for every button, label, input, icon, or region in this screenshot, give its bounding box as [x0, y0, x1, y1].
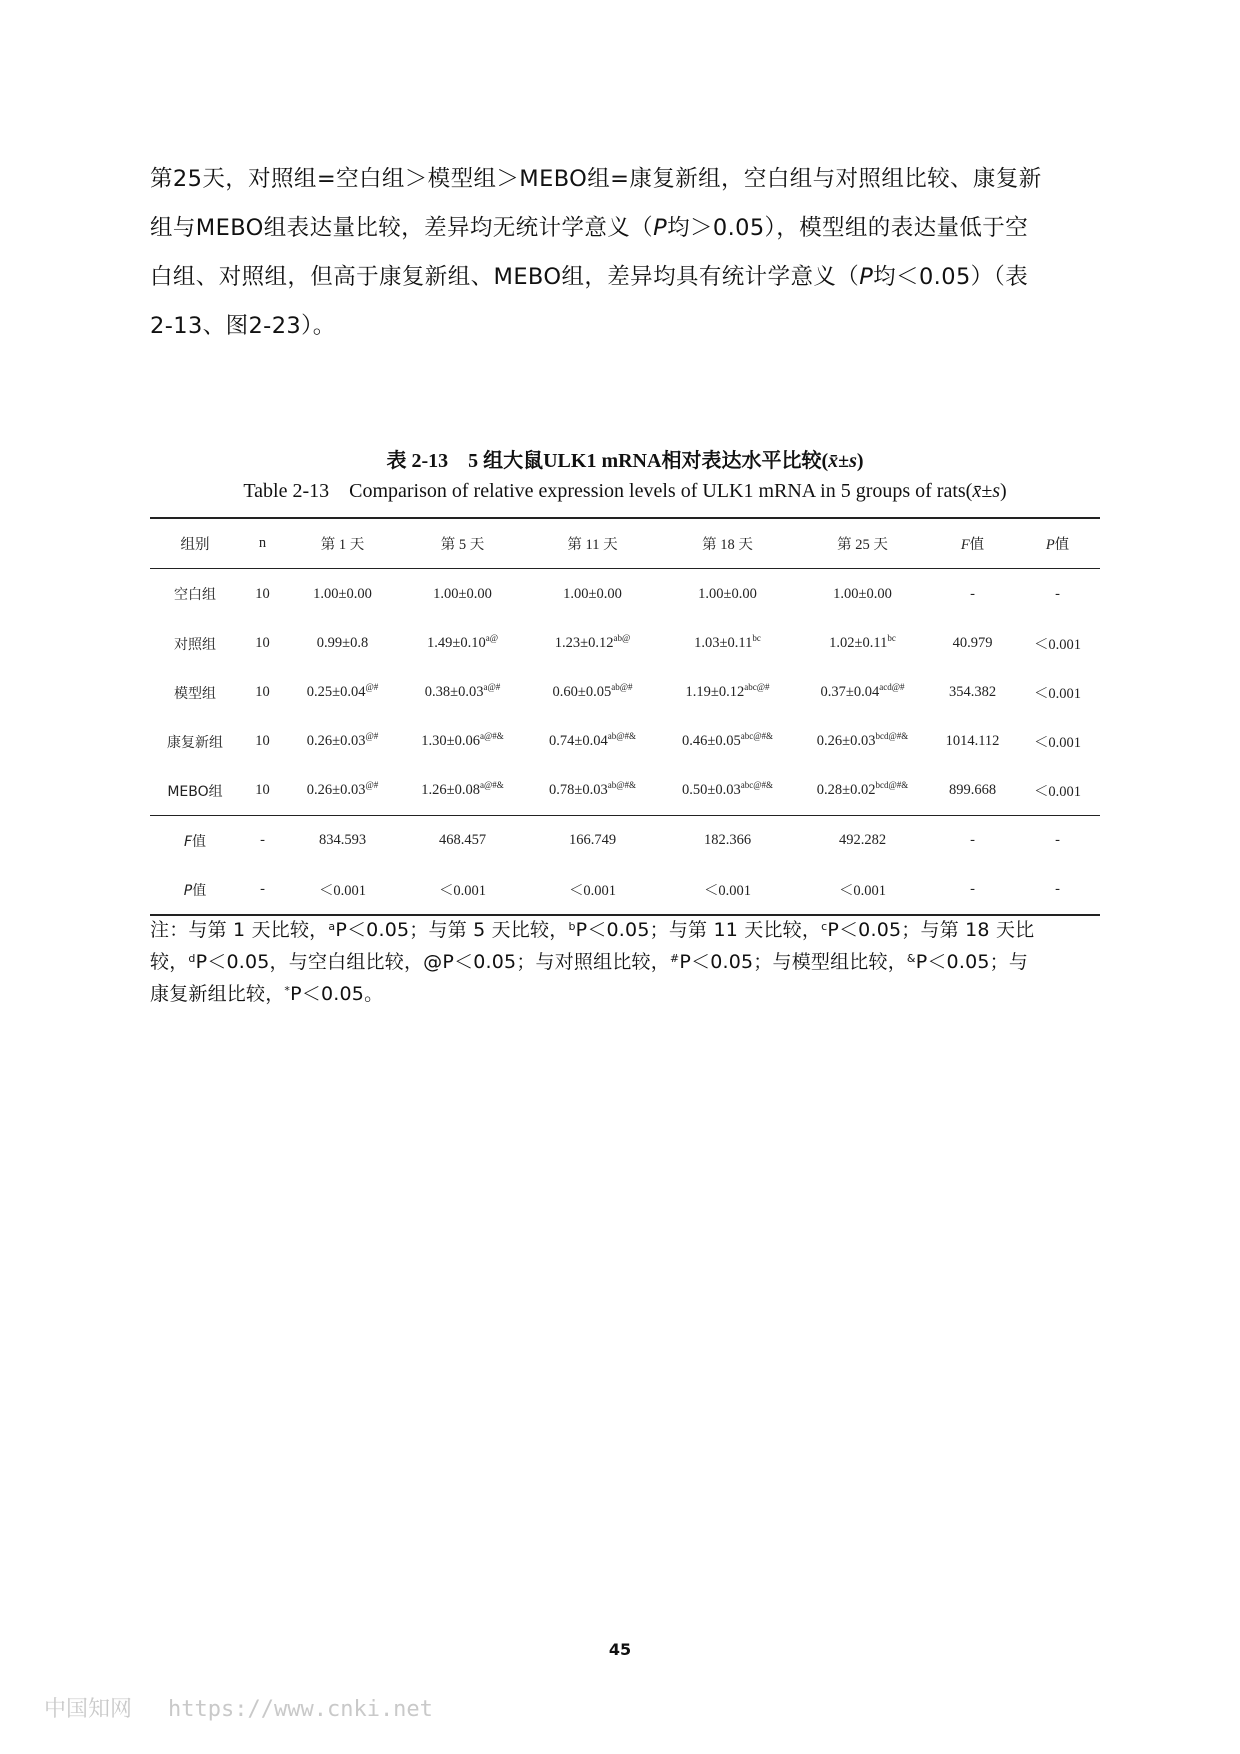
- day5-value: 468.457: [400, 816, 525, 866]
- f-value: -: [970, 585, 975, 602]
- day18-value: $0.46\pm 0.05^{abc@\#\&}$: [682, 731, 773, 749]
- p-value: ＜0.001: [1033, 784, 1082, 800]
- sample-size: 10: [255, 635, 270, 651]
- day25-value: $0.37\pm 0.04^{acd@\#}$: [820, 682, 905, 700]
- header-day11: 第 11 天: [525, 518, 660, 569]
- day25-value: $0.26\pm 0.03^{bcd@\#\&}$: [816, 731, 909, 749]
- table-row: [150, 619, 1100, 668]
- row-label-f: F值: [150, 816, 240, 866]
- day1-value: 1.00±0.00: [313, 585, 372, 602]
- watermark: [44, 1692, 433, 1723]
- day5-value: $1.26\pm 0.08^{a@\#\&}$: [421, 780, 504, 798]
- group-name: 康复新组: [167, 734, 223, 751]
- row-label-p: P值: [150, 865, 240, 915]
- day5-value: $1.49\pm 0.10^{a@}$: [426, 633, 498, 651]
- day11-value: ＜0.001: [525, 865, 660, 915]
- day5-value: $1.30\pm 0.06^{a@\#\&}$: [421, 731, 504, 749]
- day5-value: 1.00±0.00: [433, 585, 492, 602]
- p-value: ＜0.001: [1033, 637, 1082, 653]
- day11-value: 1.00±0.00: [563, 585, 622, 602]
- header-day18: 第 18 天: [660, 518, 795, 569]
- sample-size: 10: [255, 733, 270, 749]
- paragraph-line: 白组、对照组，但高于康复新组、MEBO组，差异均具有统计学意义（P均＜0.05）（表: [150, 264, 1029, 290]
- header-p-value: P值: [1015, 518, 1100, 569]
- day1-value: 0.26±0.03@#: [306, 731, 379, 749]
- page-number: 45: [608, 1640, 632, 1659]
- day5-value: $0.38\pm 0.03^{a@\#}$: [424, 682, 501, 700]
- footnote-line: 注：与第 1 天比较，$^a$P＜0.05；与第 5 天比较，$^b$P＜0.05；与第 11 天比较，$^c$P＜0.05；与第 18 天比: [150, 919, 1035, 941]
- day11-value: $0.60\pm 0.05^{ab@\#}$: [552, 682, 633, 700]
- day11-value: $1.23\pm 0.12^{ab@}$: [554, 633, 631, 651]
- p-value: ＜0.001: [1033, 686, 1082, 702]
- data-table: [150, 517, 1100, 916]
- day11-value: $0.74\pm 0.04^{ab@\#\&}$: [548, 731, 636, 749]
- p-value: -: [1015, 865, 1100, 915]
- day25-value: ＜0.001: [795, 865, 930, 915]
- day18-value: 182.366: [660, 816, 795, 866]
- day18-value: ＜0.001: [660, 865, 795, 915]
- body-paragraph: [150, 155, 1100, 351]
- day18-value: $1.19\pm 0.12^{abc@\#}$: [685, 682, 770, 700]
- day1-value: ＜0.001: [285, 865, 400, 915]
- table-caption-chinese: 表 2-13 5 组大鼠ULK1 mRNA相对表达水平比较(x̄±s): [386, 450, 864, 472]
- f-statistic-row: [150, 816, 1100, 866]
- header-n: n: [240, 518, 285, 569]
- day25-value: $0.28\pm 0.02^{bcd@\#\&}$: [816, 780, 909, 798]
- p-statistic-row: [150, 865, 1100, 915]
- group-name: 对照组: [174, 636, 216, 653]
- f-value: -: [930, 865, 1015, 915]
- table-row: [150, 717, 1100, 766]
- table-caption-english: Table 2-13 Comparison of relative expression levels of ULK1 mRNA in 5 groups of rats(x̄±s): [243, 480, 1007, 502]
- sample-size: 10: [255, 782, 270, 798]
- sample-size: 10: [255, 585, 270, 602]
- header-day25: 第 25 天: [795, 518, 930, 569]
- f-value: 354.382: [948, 684, 997, 700]
- table-footnote: [150, 914, 1100, 1010]
- paragraph-line: 第25天，对照组=空白组＞模型组＞MEBO组=康复新组，空白组与对照组比较、康复新: [150, 166, 1042, 192]
- p-value: -: [1055, 585, 1060, 602]
- paragraph-line: 组与MEBO组表达量比较，差异均无统计学意义（P均＞0.05），模型组的表达量低于空: [150, 215, 1029, 241]
- sample-size: -: [240, 816, 285, 866]
- paragraph-line: 2-13、图2-23）。: [150, 313, 336, 339]
- header-day5: 第 5 天: [400, 518, 525, 569]
- day25-value: 492.282: [795, 816, 930, 866]
- footnote-line: 较，$^d$P＜0.05，与空白组比较，@P＜0.05；与对照组比较，#P＜0.05；与模型组比较，&P＜0.05；与: [150, 951, 1029, 973]
- watermark-url: https://www.cnki.net: [168, 1697, 433, 1722]
- p-value: -: [1015, 816, 1100, 866]
- day11-value: 166.749: [525, 816, 660, 866]
- day25-value: 1.00±0.00: [833, 585, 892, 602]
- f-value: 1014.112: [945, 733, 1000, 749]
- day11-value: $0.78\pm 0.03^{ab@\#\&}$: [548, 780, 636, 798]
- footnote-line: 康复新组比较，*P＜0.05。: [150, 983, 384, 1005]
- p-value: ＜0.001: [1033, 735, 1082, 751]
- group-name: 空白组: [174, 587, 216, 603]
- day18-value: 1.00±0.00: [698, 585, 757, 602]
- watermark-brand: 中国知网: [44, 1697, 133, 1722]
- day1-value: 0.25±0.04@#: [306, 682, 379, 700]
- header-day1: 第 1 天: [285, 518, 400, 569]
- table-header-row: [150, 518, 1100, 569]
- table-row: [150, 766, 1100, 816]
- day1-value: 0.26±0.03@#: [306, 780, 379, 798]
- day18-value: 1.03±0.11$^{bc}$: [694, 633, 761, 651]
- day18-value: $0.50\pm 0.03^{abc@\#\&}$: [682, 780, 773, 798]
- header-group: 组别: [150, 518, 240, 569]
- sample-size: 10: [255, 684, 270, 700]
- day1-value: 0.99±0.8: [316, 635, 369, 651]
- group-name: 模型组: [174, 685, 216, 702]
- f-value: 40.979: [952, 635, 993, 651]
- table-row: [150, 569, 1100, 620]
- day1-value: 834.593: [285, 816, 400, 866]
- table-row: [150, 668, 1100, 717]
- f-value: -: [930, 816, 1015, 866]
- f-value: 899.668: [948, 782, 997, 798]
- group-name: MEBO组: [167, 783, 223, 800]
- day5-value: ＜0.001: [400, 865, 525, 915]
- sample-size: -: [240, 865, 285, 915]
- header-f-value: F值: [930, 518, 1015, 569]
- day25-value: 1.02±0.11$^{bc}$: [829, 633, 896, 651]
